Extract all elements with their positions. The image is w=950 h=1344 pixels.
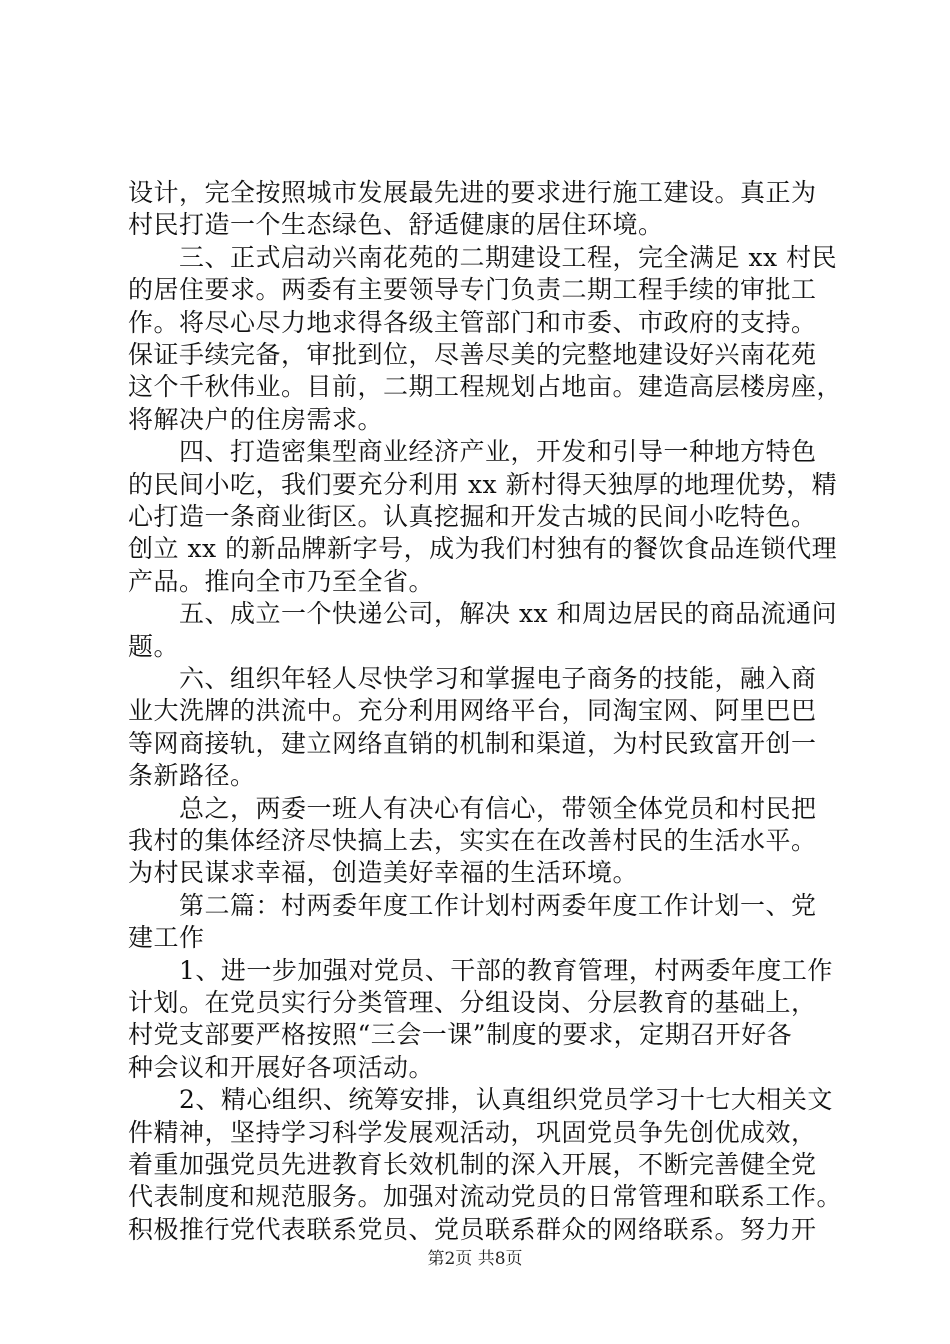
body-text-line: 村党支部要严格按照“三会一课”制度的要求，定期召开好各	[128, 1020, 793, 1050]
body-text-line: 这个千秋伟业。目前，二期工程规划占地亩。建造高层楼房座，	[128, 372, 843, 402]
body-text-line: 1、进一步加强对党员、干部的教育管理，村两委年度工作	[128, 955, 833, 985]
body-text-line: 题。	[128, 631, 180, 661]
body-text-line: 保证手续完备，审批到位，尽善尽美的完整地建设好兴南花苑	[128, 340, 817, 369]
page-footer: 第2页 共8页	[427, 1249, 523, 1269]
body-text-line: 业大洗牌的洪流中。充分利用网络平台，同淘宝网、阿里巴巴	[128, 696, 817, 726]
body-text-line: 条新路径。	[128, 761, 256, 791]
body-text-line: 三、正式启动兴南花苑的二期建设工程，完全满足 xx 村民	[128, 242, 838, 272]
body-text-line: 作。将尽心尽力地求得各级主管部门和市委、市政府的支持。	[128, 307, 817, 337]
body-text-line: 件精神，坚持学习科学发展观活动，巩固党员争先创优成效，	[128, 1117, 817, 1147]
body-text-line: 积极推行党代表联系党员、党员联系群众的网络联系。努力开	[128, 1214, 817, 1244]
body-text-line: 2、精心组织、统筹安排，认真组织党员学习十七大相关文	[128, 1085, 833, 1115]
body-text-line: 四、打造密集型商业经济产业，开发和引导一种地方特色	[128, 437, 817, 467]
section-heading-line: 第二篇：村两委年度工作计划村两委年度工作计划一、党	[128, 890, 817, 920]
body-text-line: 六、组织年轻人尽快学习和掌握电子商务的技能，融入商	[128, 664, 817, 693]
body-text-line: 为村民谋求幸福，创造美好幸福的生活环境。	[128, 858, 639, 888]
body-text-line: 的居住要求。两委有主要领导专门负责二期工程手续的审批工	[128, 275, 817, 305]
body-text-line: 总之，两委一班人有决心有信心，带领全体党员和村民把	[128, 793, 817, 823]
body-text-line: 创立 xx 的新品牌新字号，成为我们村独有的餐饮食品连锁代理	[128, 534, 838, 564]
body-text-line: 村民打造一个生态绿色、舒适健康的居住环境。	[128, 210, 664, 240]
body-text-line: 代表制度和规范服务。加强对流动党员的日常管理和联系工作。	[128, 1182, 843, 1212]
body-text-line: 着重加强党员先进教育长效机制的深入开展，不断完善健全党	[128, 1150, 817, 1179]
body-text-line: 计划。在党员实行分类管理、分组设岗、分层教育的基础上，	[128, 988, 817, 1017]
body-text-line: 的民间小吃，我们要充分利用 xx 新村得天独厚的地理优势，精	[128, 469, 838, 499]
body-text-line: 五、成立一个快递公司，解决 xx 和周边居民的商品流通问	[128, 599, 838, 629]
body-text-line: 产品。推向全市乃至全省。	[128, 566, 435, 596]
section-heading-line: 建工作	[128, 923, 205, 953]
body-text-line: 设计，完全按照城市发展最先进的要求进行施工建设。真正为	[128, 178, 817, 207]
body-text-line: 心打造一条商业街区。认真挖掘和开发古城的民间小吃特色。	[128, 502, 817, 531]
body-text-line: 我村的集体经济尽快搞上去，实实在在改善村民的生活水平。	[128, 826, 817, 855]
body-text-line: 将解决户的住房需求。	[128, 404, 384, 434]
body-text-line: 种会议和开展好各项活动。	[128, 1052, 435, 1082]
body-text-line: 等网商接轨，建立网络直销的机制和渠道，为村民致富开创一	[128, 728, 817, 758]
